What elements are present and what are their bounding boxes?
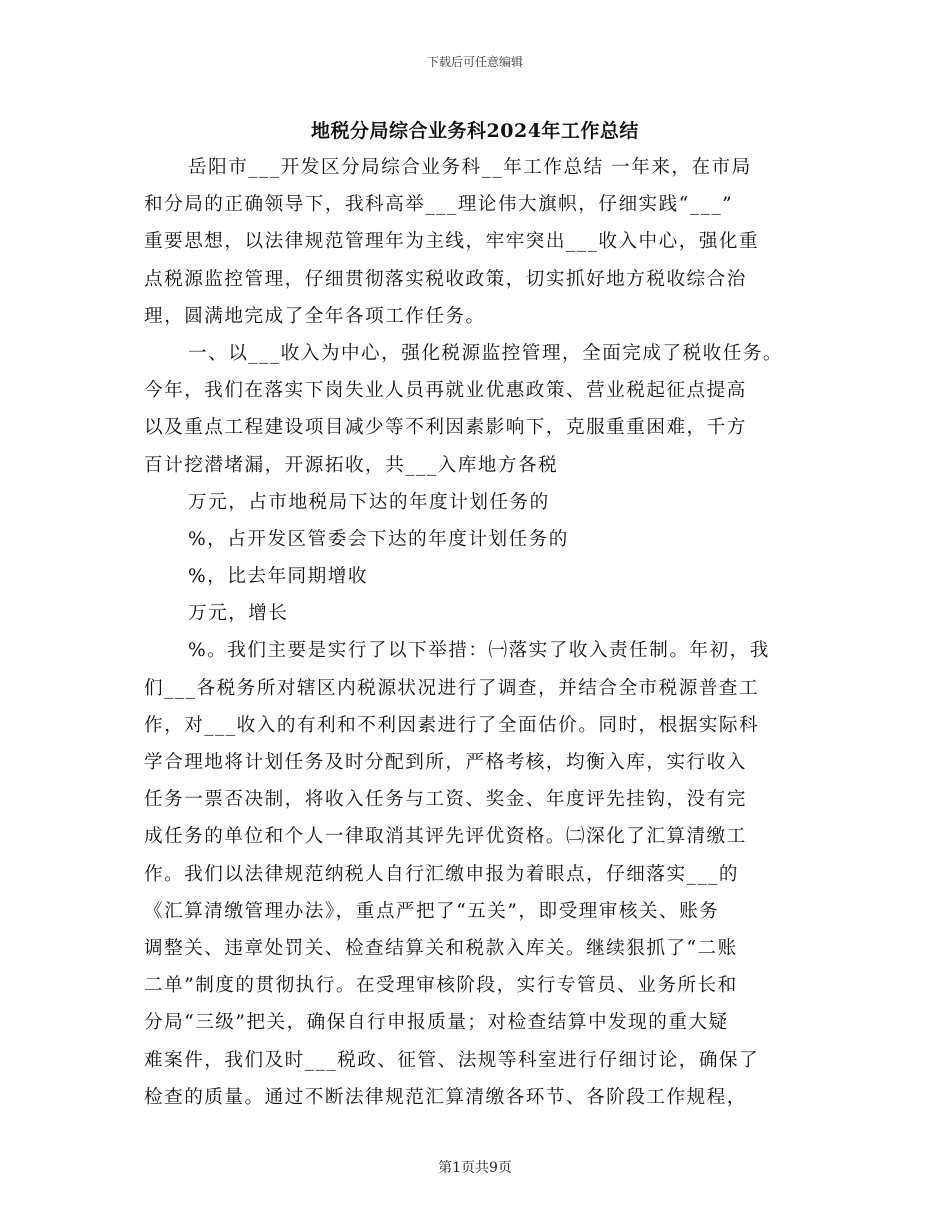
header-note: 下载后可任意编辑 xyxy=(426,55,523,69)
body-line: 百计挖潜堵漏，开源拓收，共___入库地方各税 xyxy=(144,454,559,476)
body-line: %，比去年同期增收 xyxy=(188,566,368,588)
page-footer: 第1页共9页 xyxy=(438,1160,512,1176)
body-line: 以及重点工程建设项目减少等不利因素影响下，克服重重困难，千方 xyxy=(144,417,747,439)
body-line: %，占开发区管委会下达的年度计划任务的 xyxy=(188,528,569,550)
body-line: 二单”制度的贯彻执行。在受理审核阶段，实行专管员、业务所长和 xyxy=(144,975,738,997)
body-line: 难案件，我们及时___税政、征管、法规等科室进行仔细讨论，确保了 xyxy=(144,1049,760,1071)
body-line: 重要思想，以法律规范管理年为主线，牢牢突出___收入中心，强化重 xyxy=(144,231,760,253)
body-line: 万元，占市地税局下达的年度计划任务的 xyxy=(188,491,550,513)
body-line: 们___各税务所对辖区内税源状况进行了调查，并结合全市税源普查工 xyxy=(144,677,760,699)
body-line: 和分局的正确领导下，我科高举___理论伟大旗帜，仔细实践“___” xyxy=(144,194,734,216)
body-line: %。我们主要是实行了以下举措：㈠落实了收入责任制。年初，我 xyxy=(188,640,770,662)
body-line: 作，对___收入的有利和不利因素进行了全面估价。同时，根据实际科 xyxy=(144,714,760,736)
body-line: 作。我们以法律规范纳税人自行汇缴申报为着眼点，仔细落实___的 xyxy=(144,863,740,885)
body-line: 岳阳市___开发区分局综合业务科__年工作总结 一年来，在市局 xyxy=(188,157,752,178)
body-line: 任务一票否决制，将收入任务与工资、奖金、年度评先挂钩，没有完 xyxy=(144,789,747,811)
body-line: 《汇算清缴管理办法》，重点严把了“五关”，即受理审核关、账务 xyxy=(144,900,720,922)
body-line: 学合理地将计划任务及时分配到所，严格考核，均衡入库，实行收入 xyxy=(144,752,747,773)
body-line: 成任务的单位和个人一律取消其评先评优资格。㈡深化了汇算清缴工 xyxy=(144,826,747,848)
document-title: 地税分局综合业务科2024年工作总结 xyxy=(311,120,639,142)
body-line: 理，圆满地完成了全年各项工作任务。 xyxy=(144,305,486,327)
body-line: 万元，增长 xyxy=(188,603,289,625)
body-line: 调整关、违章处罚关、检查结算关和税款入库关。继续狠抓了“二账 xyxy=(144,937,738,959)
body-line: 一、以___收入为中心，强化税源监控管理，全面完成了税收任务。 xyxy=(188,342,784,364)
body-line: 分局“三级”把关，确保自行申报质量；对检查结算中发现的重大疑 xyxy=(144,1012,729,1034)
document-body xyxy=(144,149,844,1116)
body-line: 今年，我们在落实下岗失业人员再就业优惠政策、营业税起征点提高 xyxy=(144,380,747,402)
body-line: 检查的质量。通过不断法律规范汇算清缴各环节、各阶段工作规程， xyxy=(144,1086,747,1108)
body-line: 点税源监控管理，仔细贯彻落实税收政策，切实抓好地方税收综合治 xyxy=(144,268,747,290)
